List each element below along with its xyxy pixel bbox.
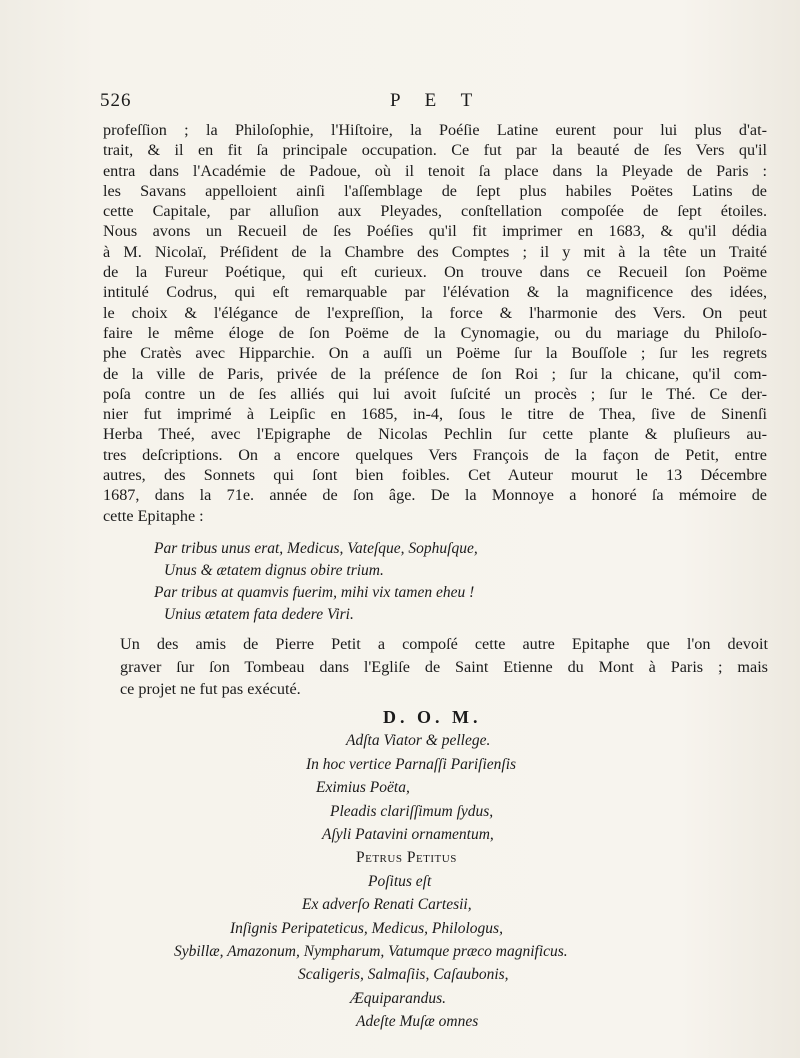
text-line: intitulé Codrus, qui eſt remarquable par l'élévation & la magnificence des idées,: [103, 283, 767, 302]
poem-line: Par tribus unus erat, Medicus, Vateſque, Sophuſque,: [154, 540, 478, 557]
epitaph-line: Ex adverſo Renati Cartesii,: [302, 896, 472, 914]
epitaph-line: Adeſte Muſæ omnes: [356, 1013, 479, 1031]
second-paragraph: [120, 633, 768, 701]
text-line: Un des amis de Pierre Petit a compoſé cette autre Epitaphe que l'on devoit: [120, 635, 768, 653]
epitaph-heading: D. O. M.: [383, 707, 482, 727]
text-line: Herba Theé, avec l'Epigraphe de Nicolas Pechlin ſur cette plante & pluſieurs au-: [103, 425, 767, 444]
epitaph-line: Æquiparandus.: [350, 989, 447, 1007]
text-line: entra dans l'Académie de Padoue, où il tenoit ſa place dans la Pleyade de Paris :: [103, 161, 767, 180]
text-line: le choix & l'élégance de l'expreſſion, la force & l'harmonie des Vers. On peut: [103, 303, 767, 322]
text-line: les Savans appelloient ainſi l'aſſemblage de ſept plus habiles Poëtes Latins de: [103, 181, 767, 200]
epitaph-line: Poſitus eſt: [368, 872, 432, 890]
text-line: graver ſur ſon Tombeau dans l'Egliſe de Saint Etienne du Mont à Paris ; mais: [120, 657, 768, 676]
epitaph-line: Inſignis Peripateticus, Medicus, Philologus,: [230, 919, 503, 937]
text-line: trait, & il en fit ſa principale occupation. Ce fut par la beauté de ſes Vers qu'il: [103, 141, 767, 160]
text-line: faire le même éloge de ſon Poëme de la Cynomagie, ou du mariage du Philoſo-: [103, 323, 767, 342]
text-line: phe Cratès avec Hipparchie. On a auſſi un Poëme ſur la Bouſſole ; ſur les regrets: [103, 344, 767, 363]
page-header: [100, 90, 760, 116]
epitaph-name: Petrus Petitus: [356, 849, 457, 867]
text-line: de la ville de Paris, privée de la préſence de ſon Roi ; ſur la chicane, qu'il com-: [103, 364, 767, 383]
text-line: Nous avons un Recueil de ſes Poéſies qu'il fit imprimer en 1683, & qu'il dédia: [103, 222, 767, 241]
epitaph-line: Aſyli Patavini ornamentum,: [322, 826, 494, 844]
poem-line: Par tribus at quamvis fuerim, mihi vix tamen eheu !: [154, 584, 475, 601]
epitaph-line: Scaligeris, Salmaſiis, Caſaubonis,: [298, 966, 509, 984]
text-line: autres, des Sonnets qui ſont bien foibles. Cet Auteur mourut le 13 Décembre: [103, 466, 767, 485]
text-line: cette Capitale, par alluſion aux Pleyades, conſtellation compoſée de ſept étoiles.: [103, 202, 767, 221]
running-head: P E T: [390, 90, 483, 111]
page-number: 526: [100, 90, 132, 111]
text-line: 1687, dans la 71e. année de ſon âge. De la Monnoye a honoré ſa mémoire de: [103, 486, 767, 505]
epitaph-inscription: [0, 706, 800, 1034]
epitaph-line: Pleadis clariſſimum ſydus,: [330, 802, 494, 820]
text-line: profeſſion ; la Philoſophie, l'Hiſtoire, la Poéſie Latine eurent pour lui plus d'at-: [103, 121, 767, 139]
epitaph-line: Adſta Viator & pellege.: [346, 732, 491, 750]
epitaph-line: Sybillæ, Amazonum, Nympharum, Vatumque præco magnificus.: [174, 943, 568, 961]
text-line: ce projet ne fut pas exécuté.: [120, 680, 301, 698]
text-line: poſa contre un de ſes alliés qui lui avoit ſuſcité un procès ; ſur le Thé. Ce der-: [103, 384, 767, 403]
text-line: à M. Nicolaï, Préſident de la Chambre des Comptes ; il y mit à la tête un Traité: [103, 242, 767, 261]
text-line: tres deſcriptions. On a encore quelques Vers François de la façon de Petit, entre: [103, 445, 767, 464]
poem-line: Unus & ætatem dignus obire trium.: [164, 562, 384, 579]
poem-line: Unius ætatem fata dedere Viri.: [164, 606, 354, 623]
text-line: cette Epitaphe :: [103, 506, 204, 525]
latin-epitaph-poem: [154, 538, 774, 626]
epitaph-line: Eximius Poëta,: [316, 779, 410, 797]
main-paragraph: [103, 120, 767, 526]
epitaph-line: In hoc vertice Parnaſſi Pariſienſis: [306, 755, 517, 773]
text-line: de la Fureur Poétique, qui eſt curieux. On trouve dans ce Recueil ſon Poëme: [103, 263, 767, 282]
text-line: nier fut imprimé à Leipſic en 1685, in-4, ſous le titre de Thea, ſive de Sinenſi: [103, 405, 767, 424]
